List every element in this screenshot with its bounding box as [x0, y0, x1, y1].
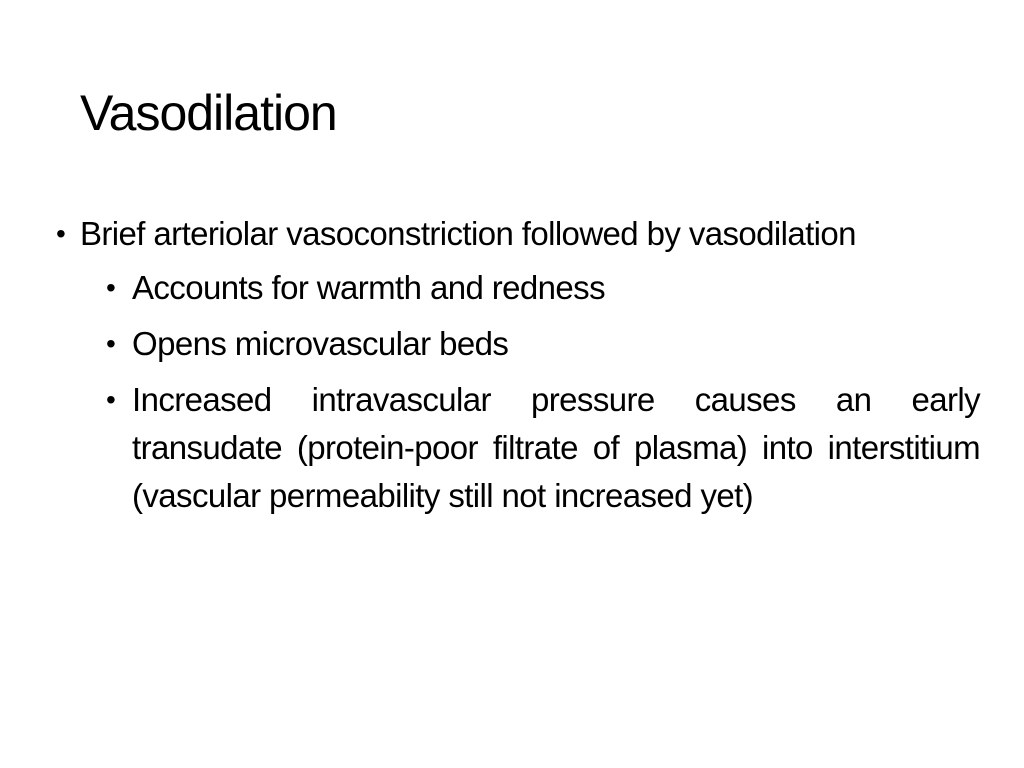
bullet-icon: •: [106, 328, 116, 359]
sub-bullet-item: [56, 264, 980, 312]
bullet-text: Brief arteriolar vasoconstriction followed by vasodilation: [80, 215, 856, 252]
bullet-list: [56, 210, 980, 528]
sub-bullet-item: [56, 320, 980, 368]
bullet-icon: •: [106, 384, 116, 415]
sub-bullet-text: Accounts for warmth and redness: [132, 269, 605, 306]
bullet-item: [56, 210, 980, 258]
sub-bullet-list: [56, 264, 980, 520]
sub-bullet-text: Increased intravascular pressure causes an early transudate (protein-poor filtrate of plasma) into interstitium (vascular permeability still not increased yet): [132, 381, 980, 514]
slide-title: Vasodilation: [80, 85, 337, 141]
sub-bullet-text: Opens microvascular beds: [132, 325, 509, 362]
sub-bullet-item: [56, 376, 980, 520]
sub-bullet-group: [56, 264, 980, 520]
bullet-icon: •: [56, 218, 66, 249]
bullet-icon: •: [106, 272, 116, 303]
